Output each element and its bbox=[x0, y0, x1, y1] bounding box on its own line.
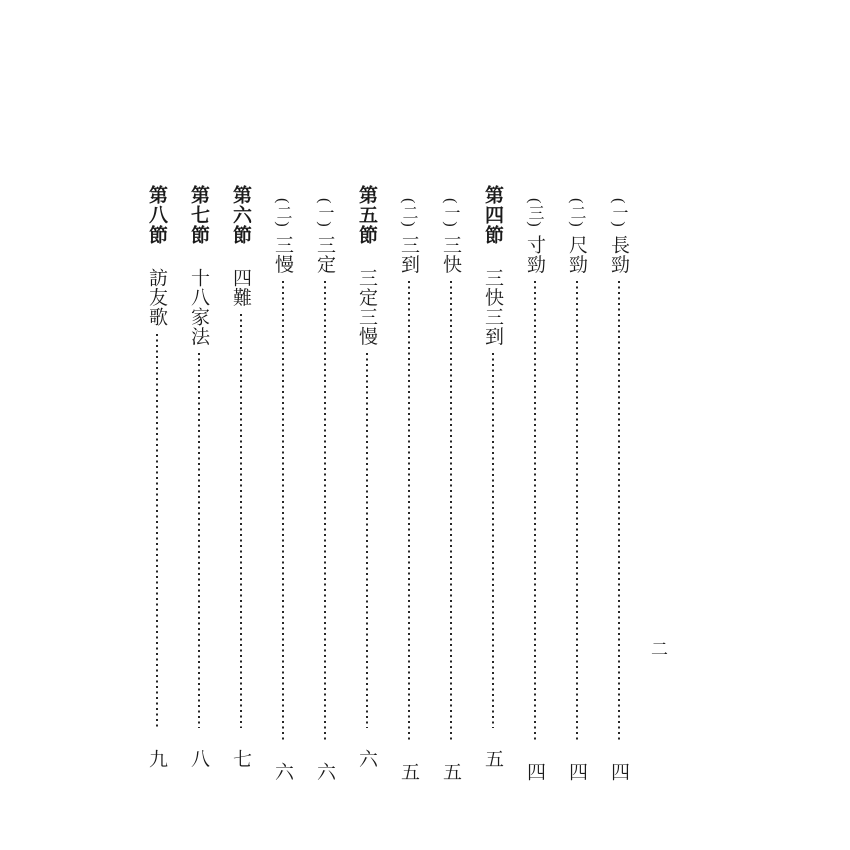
toc-entry-title: 訪友歌 bbox=[146, 268, 167, 327]
toc-entry-title: 三慢 bbox=[272, 234, 293, 274]
toc-entry-title: 三快 bbox=[440, 234, 461, 274]
dot-leader bbox=[450, 281, 452, 741]
dot-leader bbox=[366, 353, 368, 728]
toc-entry-title: 四難 bbox=[230, 268, 251, 307]
toc-entry-number: (一) bbox=[610, 198, 627, 228]
toc-entry-number: (二) bbox=[568, 198, 585, 228]
folio-page-number: 二 bbox=[651, 640, 668, 659]
page-number: 八 bbox=[188, 749, 209, 768]
dot-leader bbox=[408, 281, 410, 741]
toc-entry bbox=[479, 185, 506, 768]
dot-leader bbox=[282, 281, 284, 741]
page-number: 四 bbox=[566, 762, 587, 781]
toc-entry bbox=[563, 185, 590, 781]
toc-entry bbox=[269, 185, 296, 781]
toc-entry bbox=[605, 185, 632, 781]
page-number: 六 bbox=[314, 762, 335, 781]
toc-entry-number: 第四節 bbox=[482, 185, 503, 245]
toc-entry-number: (一) bbox=[316, 198, 333, 228]
toc-entry-title: 尺勁 bbox=[566, 234, 587, 274]
page-number: 四 bbox=[524, 762, 545, 781]
toc-entry bbox=[311, 185, 338, 781]
toc-entry bbox=[437, 185, 464, 781]
page-number: 五 bbox=[482, 749, 503, 768]
dot-leader bbox=[492, 353, 494, 728]
toc-entry bbox=[227, 185, 254, 768]
toc-entry bbox=[353, 185, 380, 768]
page-number: 五 bbox=[440, 762, 461, 781]
toc-entry-number: (二) bbox=[400, 198, 417, 228]
dot-leader bbox=[198, 353, 200, 728]
toc-entry-number: 第七節 bbox=[188, 185, 209, 245]
page-number: 五 bbox=[398, 762, 419, 781]
toc-entry-title: 三定 bbox=[314, 234, 335, 274]
toc-entry-title: 三定三慢 bbox=[356, 268, 377, 346]
toc-entry-title: 寸勁 bbox=[524, 234, 545, 274]
toc-entry-number: (三) bbox=[526, 198, 543, 228]
toc-entry-number: 第六節 bbox=[230, 185, 251, 245]
page-number: 七 bbox=[230, 749, 251, 768]
page-number: 四 bbox=[608, 762, 629, 781]
page-number: 六 bbox=[356, 749, 377, 768]
toc-entry-number: (一) bbox=[442, 198, 459, 228]
toc-entry bbox=[185, 185, 212, 768]
toc-entry-title: 長勁 bbox=[608, 234, 629, 274]
toc-entry-number: (二) bbox=[274, 198, 291, 228]
toc-entry-title: 三快三到 bbox=[482, 268, 503, 346]
dot-leader bbox=[618, 281, 620, 741]
dot-leader bbox=[324, 281, 326, 741]
toc-entry bbox=[143, 185, 170, 768]
toc-entry bbox=[521, 185, 548, 781]
page-number: 六 bbox=[272, 762, 293, 781]
toc-entry-number: 第八節 bbox=[146, 185, 167, 245]
dot-leader bbox=[534, 281, 536, 741]
toc-entry-title: 三到 bbox=[398, 234, 419, 274]
page-number: 九 bbox=[146, 749, 167, 768]
dot-leader bbox=[576, 281, 578, 741]
dot-leader bbox=[156, 334, 158, 729]
toc-entry-title: 十八家法 bbox=[188, 268, 209, 346]
toc-entry bbox=[395, 185, 422, 781]
table-of-contents bbox=[128, 185, 632, 781]
toc-entry-number: 第五節 bbox=[356, 185, 377, 245]
dot-leader bbox=[240, 314, 242, 728]
